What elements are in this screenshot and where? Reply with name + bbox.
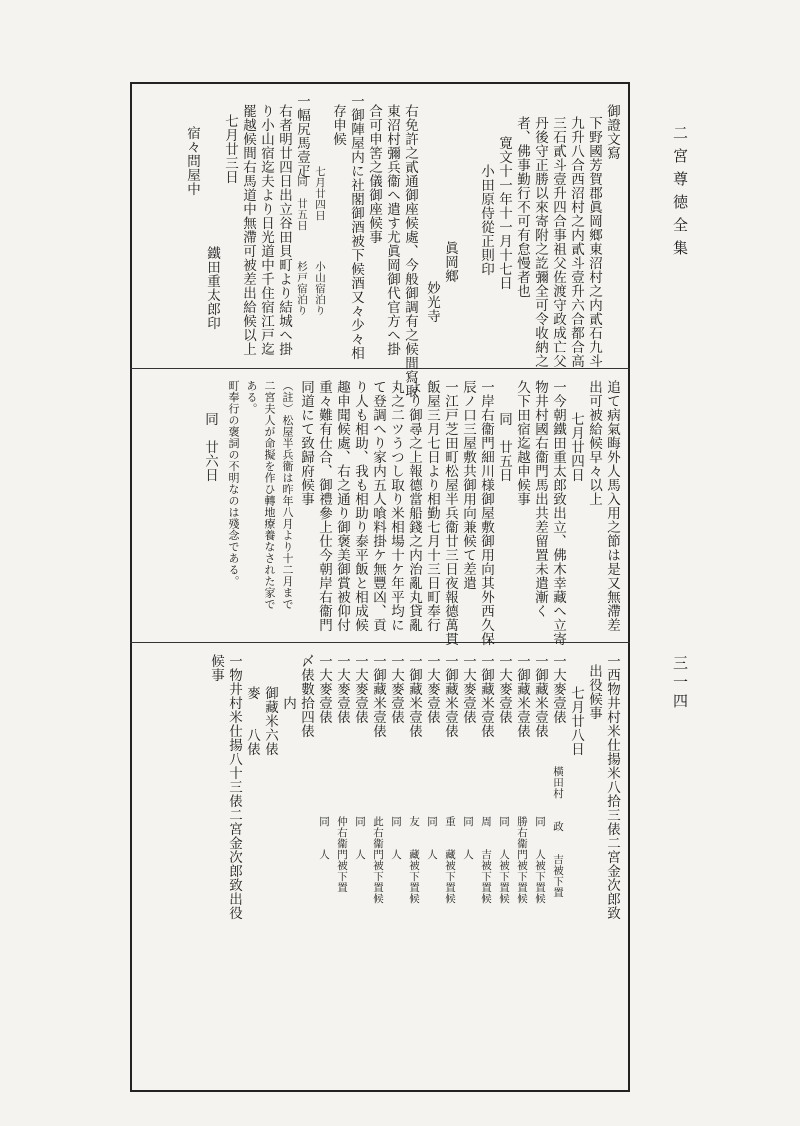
upper-text-column: 小山宿泊り <box>314 261 326 316</box>
lower-text-column: 一御藏米壹俵 <box>370 654 386 738</box>
upper-text-column: 妙光寺 <box>424 281 440 323</box>
middle-text-column: 同道にて致歸府候事 <box>298 380 314 506</box>
lower-text-column: 此右衞門被下置候 <box>372 816 384 904</box>
middle-text-column: （註）松屋半兵衞は昨年八月より十二月まで <box>281 380 294 610</box>
middle-text-column: 一江戸芝田町松屋半兵衞廿三日夜報德萬貫 <box>442 380 458 646</box>
running-title: 二宮尊徳全集 <box>671 125 689 263</box>
lower-text-column: 一大麥壹俵 <box>550 654 566 724</box>
middle-text-column: 同 廿六日 <box>202 412 218 482</box>
lower-section <box>132 646 628 1086</box>
lower-text-column: 一御藏米壹俵 <box>514 654 530 738</box>
lower-text-column: 一御藏米壹俵 <box>406 654 422 738</box>
lower-text-column: 出役候事 <box>586 664 602 720</box>
middle-text-column: 同 廿五日 <box>496 412 512 482</box>
upper-text-column: 寛文十一年十一月十七日 <box>496 136 512 290</box>
middle-text-column: 出可被給候早々以上 <box>586 380 602 506</box>
lower-text-column: 一御藏米壹俵 <box>532 654 548 738</box>
lower-text-column: 同 人 <box>462 816 474 860</box>
middle-text-column: ある。 <box>245 380 258 415</box>
middle-section <box>132 372 628 646</box>
upper-text-column: 合可申筈之儀御座候事 <box>366 104 382 244</box>
lower-text-column: 周 吉被下置候 <box>480 816 492 904</box>
lower-text-column: 同 人 <box>426 816 438 860</box>
section-divider <box>130 368 630 369</box>
middle-text-column: 飯屋三月七日より相勤七月十三日町奉行 <box>424 380 440 632</box>
middle-text-column: より御尋之上報德當船錢之内治亂丸貸亂 <box>406 380 422 632</box>
middle-text-column: 辰ノ口三屋敷共御用向兼候て差遣 <box>460 380 476 590</box>
lower-text-column: 一大麥壹俵 <box>388 654 404 724</box>
lower-text-column: 一御藏米壹俵 <box>442 654 458 738</box>
middle-text-column: 二宮夫人が命擬を作ひ轉地療養なされた家で <box>263 380 276 610</box>
lower-text-column: 仲右衞門被下置 <box>336 816 348 893</box>
upper-text-column: 存申候 <box>330 104 346 146</box>
middle-text-column: 追て病氣晦外人馬入用之節は是又無滯差 <box>604 380 620 632</box>
lower-text-column: 橫田村 政 吉被下置 <box>552 766 564 898</box>
upper-text-column: り小山宿迄夫より日光道中千住宿江戸迄 <box>258 104 274 356</box>
middle-text-column: 丸之二ツうつし取り米相場十ケ年平均に <box>388 380 404 632</box>
upper-text-column: 杉戸宿泊り <box>296 261 308 316</box>
lower-text-column: 一大麥壹俵 <box>316 654 332 724</box>
lower-text-column: 一西物井村米仕揚米八拾三俵二宮金次郎致 <box>604 654 620 920</box>
upper-text-column: 右免許之貳通御座候處、今般御調有之候間寫取 <box>402 104 418 398</box>
lower-text-column: 同 人 <box>354 816 366 860</box>
upper-text-column: 者、佛事勤行不可有怠慢者也 <box>514 116 530 298</box>
lower-text-column: 一大麥壹俵 <box>424 654 440 724</box>
lower-text-column: 勝右衞門被下置候 <box>516 816 528 904</box>
middle-text-column: り人も相助、我も相助り泰平飯と相成候 <box>352 380 368 632</box>
upper-text-column: 同 廿五日 <box>296 176 308 231</box>
upper-text-column: 罷越候間右馬道中無滯可被差出給候以上 <box>240 104 256 356</box>
middle-text-column: て登調へり家内五人喰料掛ケ無豐凶、貢 <box>370 380 386 632</box>
middle-text-column: 物井村國右衞門馬出共差留置未遣漸く <box>532 380 548 618</box>
middle-text-column: 町奉行の褒詞の不明なのは殘念である。 <box>227 380 240 587</box>
upper-text-column: 丹後守正勝以來寄附之訖彌全可令收納之 <box>532 116 548 368</box>
middle-text-column: 七月廿四日 <box>568 412 584 482</box>
middle-text-column: 久下田宿迄越申候事 <box>514 380 530 506</box>
lower-text-column: 御藏米六俵 <box>262 686 278 756</box>
middle-text-column: 一今朝鐵田重太郎致出立、佛木幸藏へ立寄 <box>550 380 566 646</box>
upper-text-column: 一御陣屋内に社閣御酒被下候酒又々少々相 <box>348 94 364 360</box>
lower-text-column: 同 人 <box>318 816 330 860</box>
lower-text-column: 内 <box>280 696 296 710</box>
upper-text-column: 三石貳斗壹升四合事祖父佐渡守政成亡父 <box>550 116 566 368</box>
page-number: 三一四 <box>671 655 689 712</box>
upper-text-column: 九升八合西沼村之内貳斗壹升六合都合高 <box>568 116 584 368</box>
upper-text-column: 鐵田重太郎印 <box>204 246 220 330</box>
lower-text-column: 一大麥壹俵 <box>496 654 512 724</box>
lower-text-column: 同 人 <box>390 816 402 860</box>
upper-text-column: 七月廿四日 <box>314 166 326 221</box>
lower-text-column: 友 藏被下置候 <box>408 816 420 904</box>
upper-text-column: 七月廿三日 <box>222 114 238 184</box>
lower-text-column: 一大麥壹俵 <box>460 654 476 724</box>
lower-text-column: 一御藏米壹俵 <box>478 654 494 738</box>
lower-text-column: 候事 <box>208 654 224 682</box>
upper-text-column: 小田原侍從正則印 <box>478 164 494 276</box>
lower-text-column: 麥 八俵 <box>244 686 260 756</box>
lower-text-column: 一大麥壹俵 <box>352 654 368 724</box>
lower-text-column: 同 人被下置候 <box>534 816 546 904</box>
middle-text-column: 趣申聞候處、右之通り御褒美御賞被仰付 <box>334 380 350 632</box>
upper-text-column: 眞岡鄉 <box>442 241 458 283</box>
lower-text-column: 七月廿八日 <box>568 686 584 756</box>
lower-text-column: 同 人被下置候 <box>498 816 510 904</box>
lower-text-column: 〆俵數拾四俵 <box>298 654 314 738</box>
upper-text-column: 右者明廿四日出立谷田貝町より結城へ掛 <box>276 104 292 356</box>
lower-text-column: 一大麥壹俵 <box>334 654 350 724</box>
middle-text-column: 重々難有仕合、御禮參上仕今朝岸右衞門 <box>316 380 332 632</box>
upper-text-column: 東沼村彌兵衞へ遣す尤眞岡御代官方へ掛 <box>384 104 400 356</box>
middle-text-column: 一岸右衞門細川様御屋敷御用向其外西久保 <box>478 380 494 646</box>
lower-text-column: 一物井村米仕揚八十三俵二宮金次郎致出役 <box>226 654 242 920</box>
upper-text-column: 下野國芳賀郡眞岡鄉東沼村之内貳石九斗 <box>586 116 602 368</box>
upper-text-column: 御證文寫 <box>604 104 620 160</box>
upper-text-column: 宿々問屋中 <box>184 126 200 196</box>
upper-text-column: 一幅尻馬壹疋 <box>294 94 310 178</box>
lower-text-column: 重 藏被下置候 <box>444 816 456 904</box>
